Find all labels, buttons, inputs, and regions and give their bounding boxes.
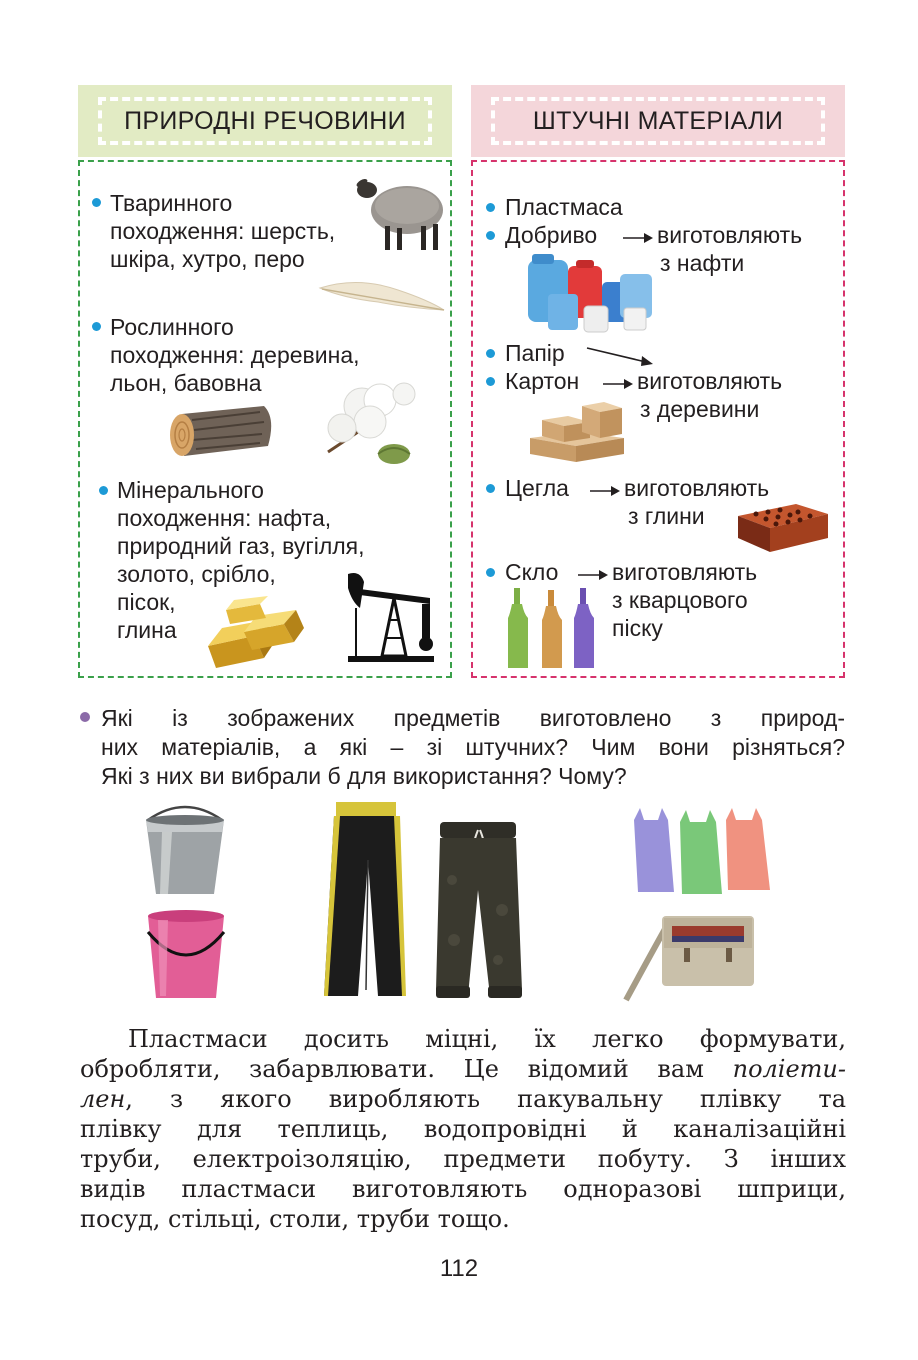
paragraph-line-7: посуд, стільці, столи, труби тощо.: [80, 1205, 510, 1233]
glass-bottles-icon: [506, 588, 598, 670]
artificial-header: [471, 85, 845, 157]
mineral-line-2: походження: нафта,: [117, 505, 332, 531]
cotton-trousers-icon: [432, 820, 524, 1004]
bullet-icon: [80, 712, 90, 722]
log-icon: [164, 402, 276, 460]
brick-label: Цегла: [505, 475, 569, 501]
from-wood-1: виготовляють: [637, 368, 783, 394]
from-oil-1: виготовляють: [657, 222, 803, 248]
arrow-icon: [586, 346, 656, 368]
gold-bars-icon: [204, 596, 308, 668]
plastic-label: Пластмаса: [505, 194, 623, 220]
paragraph-line-2: [80, 1054, 846, 1084]
paragraph-line-3: [80, 1084, 846, 1114]
metal-bucket-icon: [142, 802, 228, 898]
arrow-icon: [577, 568, 609, 582]
artificial-title: ШТУЧНІ МАТЕРІАЛИ: [491, 97, 825, 145]
arrow-icon: [622, 231, 654, 245]
paper-label: Папір: [505, 340, 565, 366]
question-line-1: Які із зображених предметів виготовлено з природ-: [101, 705, 845, 731]
sport-pants-icon: [318, 800, 406, 1002]
page-number: 112: [439, 1255, 479, 1282]
from-oil-2: з нафти: [660, 250, 745, 276]
animal-line-3: шкіра, хутро, перо: [110, 246, 305, 272]
mineral-line-3: природний газ, вугілля,: [117, 533, 365, 559]
question-line-3: Які з них ви вибрали б для використання? Чому?: [101, 763, 627, 789]
from-clay-2: з глини: [628, 503, 705, 529]
animal-line-2: походження: шерсть,: [110, 218, 336, 244]
bullet-icon: [92, 322, 101, 331]
paragraph-line-6: видів пластмаси виготовляють одноразові шприци,: [80, 1175, 846, 1203]
feather-icon: [318, 278, 446, 314]
fertilizer-label: Добриво: [505, 222, 598, 248]
bullet-icon: [486, 568, 495, 577]
question-line-2: них матеріалів, а які – зі штучних? Чим вони різняться?: [101, 734, 845, 760]
bullet-icon: [486, 349, 495, 358]
plant-line-3: льон, бавовна: [110, 370, 262, 396]
brick-icon: [736, 500, 830, 554]
animal-line-1: Тваринного: [110, 190, 233, 216]
bullet-icon: [486, 484, 495, 493]
plastic-containers-icon: [524, 252, 656, 336]
mineral-line-5: пісок,: [117, 589, 176, 615]
bullet-icon: [486, 377, 495, 386]
glass-label: Скло: [505, 559, 559, 585]
paragraph-line-4: плівку для теплиць, водопровідні й каналізаційні: [80, 1115, 846, 1143]
plant-line-2: походження: деревина,: [110, 342, 360, 368]
paragraph-line-3-text: , з якого виробляють пакувальну плівку та: [125, 1085, 846, 1113]
mineral-line-4: золото, срібло,: [117, 561, 276, 587]
canvas-bag-icon: [622, 912, 760, 1004]
cardboard-boxes-icon: [528, 398, 626, 464]
sheep-icon: [355, 168, 447, 254]
cardboard-label: Картон: [505, 368, 580, 394]
from-sand-2: з кварцового: [612, 587, 748, 613]
natural-header: [78, 85, 452, 157]
mineral-line-1: Мінерального: [117, 477, 264, 503]
oil-pump-icon: [346, 568, 436, 668]
plant-line-1: Рослинного: [110, 314, 234, 340]
cotton-icon: [318, 372, 422, 468]
mineral-line-6: глина: [117, 617, 177, 643]
from-wood-2: з деревини: [640, 396, 760, 422]
paragraph-line-1: Пластмаси досить міцні, їх легко формувати,: [128, 1025, 846, 1053]
paragraph-line-5: труби, електроізоляцію, предмети побуту. З інших: [80, 1145, 846, 1173]
bullet-icon: [486, 231, 495, 240]
from-sand-1: виготовляють: [612, 559, 758, 585]
term-polyethylene-part1: поліети-: [732, 1055, 846, 1083]
bullet-icon: [486, 203, 495, 212]
paragraph-line-2-text: обробляти, забарвлювати. Це відомий вам: [80, 1055, 733, 1083]
plastic-bucket-icon: [144, 906, 228, 1002]
term-polyethylene-part2: лен: [80, 1085, 126, 1113]
from-sand-3: піску: [612, 615, 663, 641]
arrow-icon: [602, 377, 634, 391]
question-block: [101, 704, 845, 791]
bullet-icon: [92, 198, 101, 207]
arrow-icon: [589, 484, 621, 498]
bullet-icon: [99, 486, 108, 495]
natural-title: ПРИРОДНІ РЕЧОВИНИ: [98, 97, 432, 145]
from-clay-1: виготовляють: [624, 475, 770, 501]
body-paragraph: [80, 1024, 846, 1234]
plastic-bags-icon: [630, 806, 774, 898]
